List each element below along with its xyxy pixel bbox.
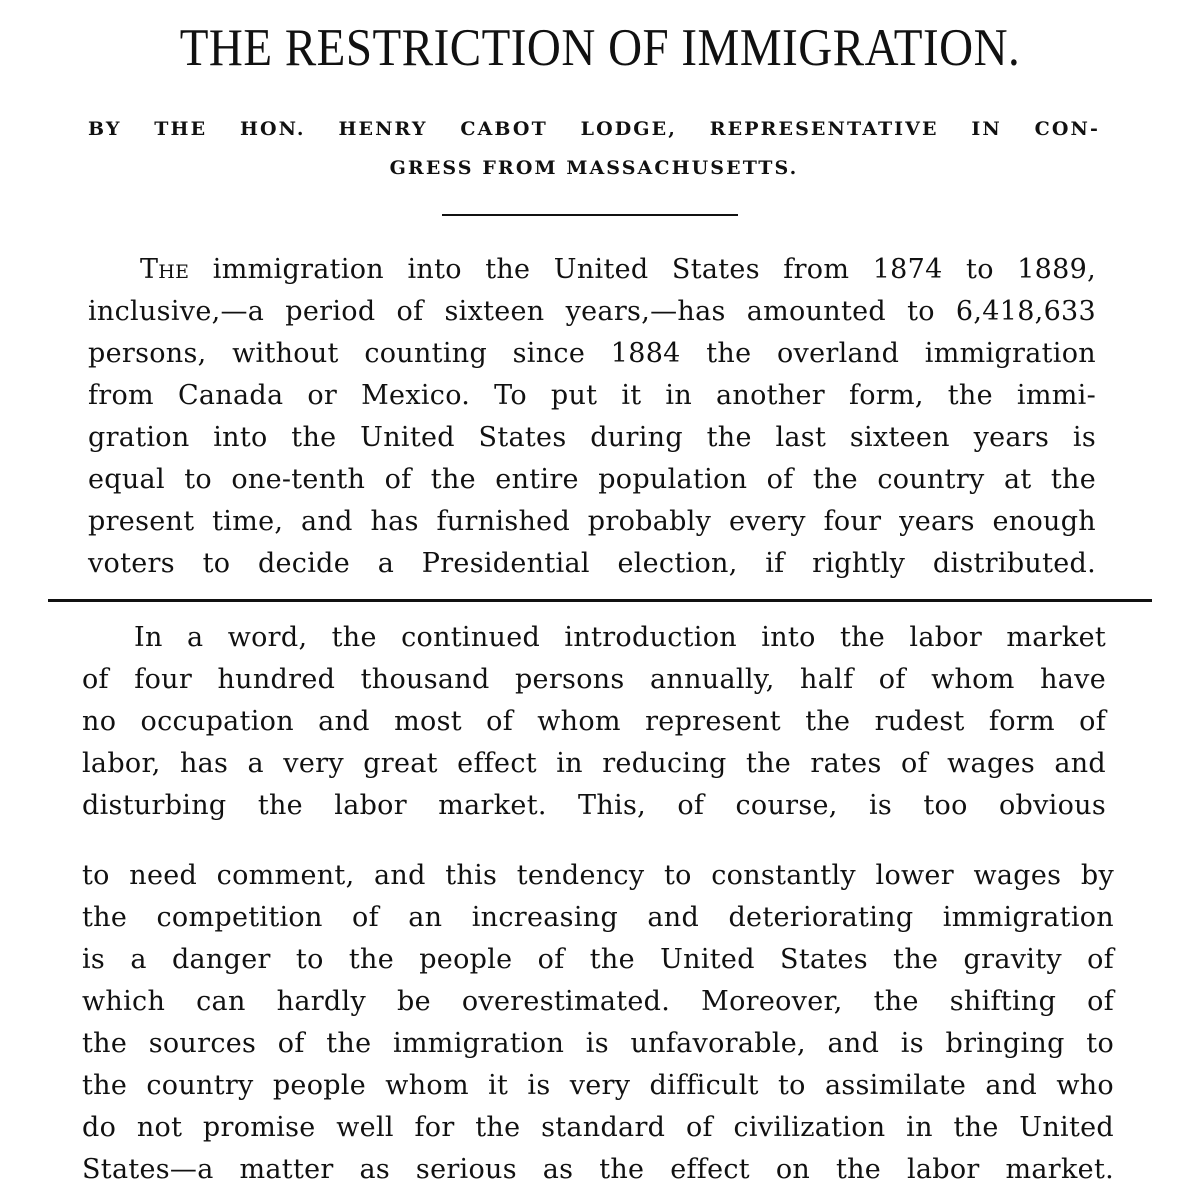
paragraph-3-line: do not promise well for the standard of civilization in the United xyxy=(82,1112,1114,1143)
paragraph-1-line: persons, without counting since 1884 the overland immigration xyxy=(88,338,1096,369)
paragraph-3-line: States—a matter as serious as the effect on the labor market. xyxy=(82,1154,1114,1185)
paragraph-3-line: is a danger to the people of the United States the gravity of xyxy=(82,944,1114,975)
article-title: THE RESTRICTION OF IMMIGRATION. xyxy=(179,19,1021,78)
paragraph-3-line: the sources of the immigration is unfavorable, and is bringing to xyxy=(82,1028,1114,1059)
paragraph-3-line: the country people whom it is very difficult to assimilate and who xyxy=(82,1070,1114,1101)
paragraph-3 xyxy=(82,855,1114,1191)
byline-line-2: GRESS FROM MASSACHUSETTS. xyxy=(389,157,799,179)
title-divider xyxy=(442,214,738,216)
byline-line-1: BY THE HON. HENRY CABOT LODGE, REPRESENTATIVE IN CON- xyxy=(88,118,1100,140)
paragraph-1 xyxy=(88,249,1096,585)
paragraph-2-line: disturbing the labor market. This, of course, is too obvious xyxy=(82,790,1106,821)
paragraph-3-line: the competition of an increasing and deteriorating immigration xyxy=(82,902,1114,933)
paragraph-2-line: no occupation and most of whom represent the rudest form of xyxy=(82,706,1106,737)
byline xyxy=(88,110,1100,188)
paragraph-3-line: to need comment, and this tendency to constantly lower wages by xyxy=(82,860,1114,891)
paragraph-2-line: labor, has a very great effect in reducing the rates of wages and xyxy=(82,748,1106,779)
paragraph-2-line: of four hundred thousand persons annually, half of whom have xyxy=(82,664,1106,695)
paragraph-1-line: present time, and has furnished probably every four years enough xyxy=(88,506,1096,537)
paragraph-1-line: gration into the United States during the last sixteen years is xyxy=(88,422,1096,453)
paragraph-2 xyxy=(82,617,1106,827)
paragraph-3-line: which can hardly be overestimated. Moreover, the shifting of xyxy=(82,986,1114,1017)
paragraph-1-line-1-text: immigration into the United States from 1874 to 1889, xyxy=(189,254,1096,285)
paragraph-1-line: from Canada or Mexico. To put it in another form, the immi- xyxy=(88,380,1096,411)
section-divider xyxy=(48,599,1152,602)
paragraph-1-line: inclusive,—a period of sixteen years,—has amounted to 6,418,633 xyxy=(88,296,1096,327)
paragraph-1-line-1 xyxy=(88,249,1096,291)
dropcap-word: The xyxy=(140,254,190,285)
paragraph-1-line: equal to one-tenth of the entire population of the country at the xyxy=(88,464,1096,495)
paragraph-1-line: voters to decide a Presidential election, if rightly distributed. xyxy=(88,548,1096,579)
paragraph-2-line: In a word, the continued introduction into the labor market xyxy=(134,622,1106,653)
